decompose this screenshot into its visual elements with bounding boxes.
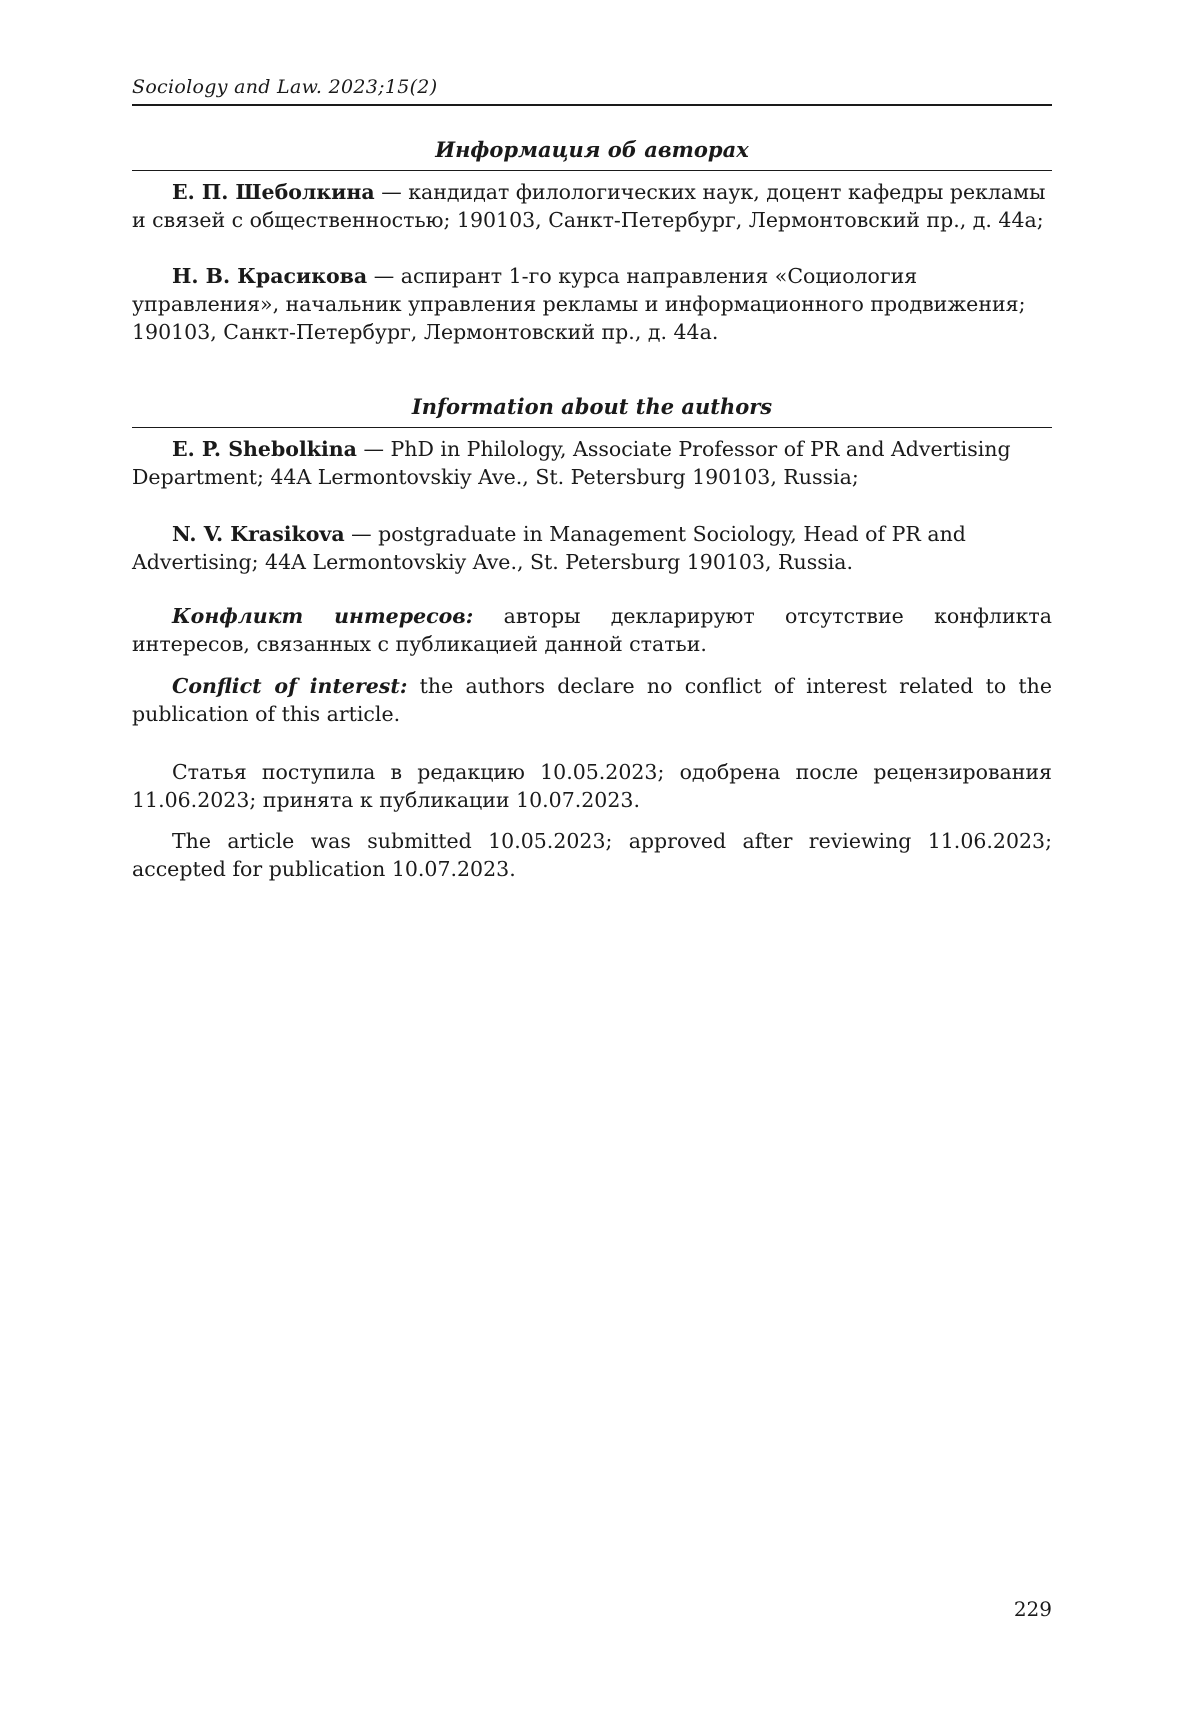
running-head-rule <box>132 104 1052 106</box>
ru-author-2-text: — аспирант 1-го курса направления «Социология управления», начальник управления рекламы и информационного продвижения; 190103, Санкт-Петербург, Лермонтовский пр., д. 44а. <box>132 264 1026 344</box>
ru-authors-rule <box>132 170 1052 171</box>
conflict-ru <box>132 602 1052 658</box>
ru-author-2 <box>132 262 1052 346</box>
en-authors-rule <box>132 427 1052 428</box>
ru-author-1-name: Е. П. Шеболкина <box>172 180 375 204</box>
en-author-2-text: — postgraduate in Management Sociology, Head of PR and Advertising; 44A Lermontovskiy Ave., St. Petersburg 190103, Russia. <box>132 522 966 574</box>
dates-ru: Статья поступила в редакцию 10.05.2023; одобрена после рецензирования 11.06.2023; принята к публикации 10.07.2023. <box>132 760 1052 812</box>
ru-author-1-text: — кандидат филологических наук, доцент кафедры рекламы и связей с общественностью; 190103, Санкт-Петербург, Лермонтовский пр., д. 44а; <box>132 180 1046 232</box>
en-author-1 <box>132 435 1052 491</box>
ru-author-2-name: Н. В. Красикова <box>172 264 368 288</box>
conflict-en-text: the authors declare no conflict of interest related to the publication of this article. <box>132 674 1052 726</box>
en-author-1-name: E. P. Shebolkina <box>172 437 357 461</box>
conflict-ru-label: Конфликт интересов: <box>172 604 474 628</box>
conflict-en <box>132 672 1052 728</box>
ru-author-1 <box>132 178 1052 234</box>
ru-authors-title: Информация об авторах <box>435 137 749 162</box>
en-authors-title: Information about the authors <box>411 394 773 419</box>
en-author-2-name: N. V. Krasikova <box>172 522 345 546</box>
en-author-1-text: — PhD in Philology, Associate Professor of PR and Advertising Department; 44A Lermontovskiy Ave., St. Petersburg 190103, Russia; <box>132 437 1011 489</box>
conflict-ru-text: авторы декларируют отсутствие конфликта интересов, связанных с публикацией данной статьи. <box>132 604 1052 656</box>
conflict-en-label: Conflict of interest: <box>172 674 408 698</box>
en-author-2 <box>132 520 1052 576</box>
dates-en: The article was submitted 10.05.2023; approved after reviewing 11.06.2023; accepted for publication 10.07.2023. <box>132 829 1052 881</box>
page-number: 229 <box>1013 1597 1052 1621</box>
running-head: Sociology and Law. 2023;15(2) <box>132 76 438 98</box>
journal-page <box>132 0 1052 1721</box>
